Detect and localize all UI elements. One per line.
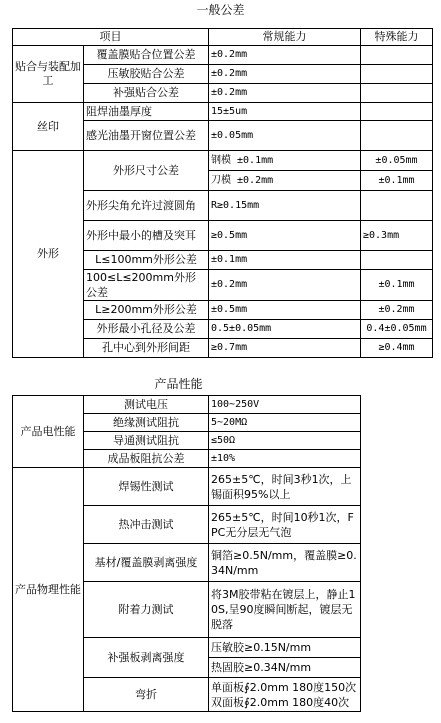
row-normal: ≥0.7mm [209,339,361,358]
row-special [361,103,433,121]
group-electrical: 产品电性能 [13,396,84,468]
row-item: 外形尺寸公差 [84,151,209,191]
row-normal: 15±5um [209,103,361,121]
row-value [209,638,361,678]
row-special: ±0.2mm [361,301,433,320]
row-item: 导通测试阻抗 [84,432,209,450]
steel-mold-value: 钢模 ±0.1mm [211,155,274,166]
thermoset-peel-value: 热固胶≥0.34N/mm [209,657,360,677]
row-item: 阻焊油墨厚度 [84,103,209,121]
row-item: 绝缘测试阻抗 [84,414,209,432]
row-normal: ±0.05mm [209,121,361,151]
row-special [361,251,433,270]
row-special [361,65,433,84]
row-item: 弯折 [84,678,209,712]
row-value: 265±5℃，时间10秒1次，FPC无分层无气泡 [209,506,361,544]
row-special [361,151,433,191]
row-item: 压敏胶贴合公差 [84,65,209,84]
row-normal: ≥0.5mm [209,221,361,251]
group-bonding: 贴合与装配加工 [13,46,84,103]
header-item: 项目 [13,29,209,46]
row-normal: R≥0.15mm [209,191,361,221]
row-special [361,84,433,103]
single-side-bend-value: 单面板∮2.0mm 180度150次 [211,680,357,694]
row-normal: ±0.5mm [209,301,361,320]
row-special [361,191,433,221]
row-special [361,121,433,151]
row-item: 外形最小孔径及公差 [84,320,209,339]
group-shape: 外形 [13,151,84,358]
row-normal: ±0.1mm [209,251,361,270]
row-value: ≤50Ω [209,432,361,450]
row-item: 补强贴合公差 [84,84,209,103]
row-item: 感光油墨开窗位置公差 [84,121,209,151]
row-normal: ±0.2mm [209,84,361,103]
row-value: 265±5℃，时间3秒1次，上锡面积95%以上 [209,468,361,506]
double-side-bend-value: 双面板∮2.0mm 180度40次 [211,695,350,709]
group-printing: 丝印 [13,103,84,151]
row-item: L≤100mm外形公差 [84,251,209,270]
row-normal: 0.5±0.05mm [209,320,361,339]
knife-mold-value: 刀模 ±0.2mm [209,170,360,190]
row-value: 将3M胶带粘在镀层上，静止10S,呈90度瞬间断起，镀层无脱落 [209,582,361,638]
header-special-capability: 特殊能力 [361,29,433,46]
row-item: 100≤L≤200mm外形公差 [84,270,209,301]
row-item: 外形尖角允许过渡圆角 [84,191,209,221]
knife-mold-special: ±0.1mm [361,170,432,190]
product-performance-table [12,395,361,712]
header-normal-capability: 常规能力 [209,29,361,46]
row-special [361,46,433,65]
psa-peel-value: 压敏胶≥0.15N/mm [211,641,312,654]
row-normal: ±0.2mm [209,46,361,65]
row-value: 100~250V [209,396,361,414]
steel-mold-special: ±0.05mm [375,155,418,166]
row-item: 成品板阻抗公差 [84,450,209,468]
row-special: ≥0.4mm [361,339,433,358]
row-special: 0.4±0.05mm [361,320,433,339]
general-tolerance-table [12,28,433,358]
row-item: 热冲击测试 [84,506,209,544]
row-value: ±10% [209,450,361,468]
row-item: 覆盖膜贴合位置公差 [84,46,209,65]
row-item: 测试电压 [84,396,209,414]
row-item: L≥200mm外形公差 [84,301,209,320]
section-title-product-performance: 产品性能 [154,377,203,391]
row-item: 补强板剥离强度 [84,638,209,678]
row-value: 铜箔≥0.5N/mm，覆盖膜≥0.34N/mm [209,544,361,582]
row-item: 附着力测试 [84,582,209,638]
row-normal [209,151,361,191]
row-special: ≥0.3mm [361,221,433,251]
row-item: 焊锡性测试 [84,468,209,506]
row-normal: ±0.2mm [209,65,361,84]
section-title-general-tolerance: 一般公差 [196,3,245,17]
row-item: 孔中心到外形间距 [84,339,209,358]
row-special: ±0.1mm [361,270,433,301]
row-item: 外形中最小的槽及突耳 [84,221,209,251]
group-physical: 产品物理性能 [13,468,84,712]
row-normal: ±0.2mm [209,270,361,301]
row-item: 基材/覆盖膜剥离强度 [84,544,209,582]
row-value [209,678,361,712]
row-value: 5~20MΩ [209,414,361,432]
